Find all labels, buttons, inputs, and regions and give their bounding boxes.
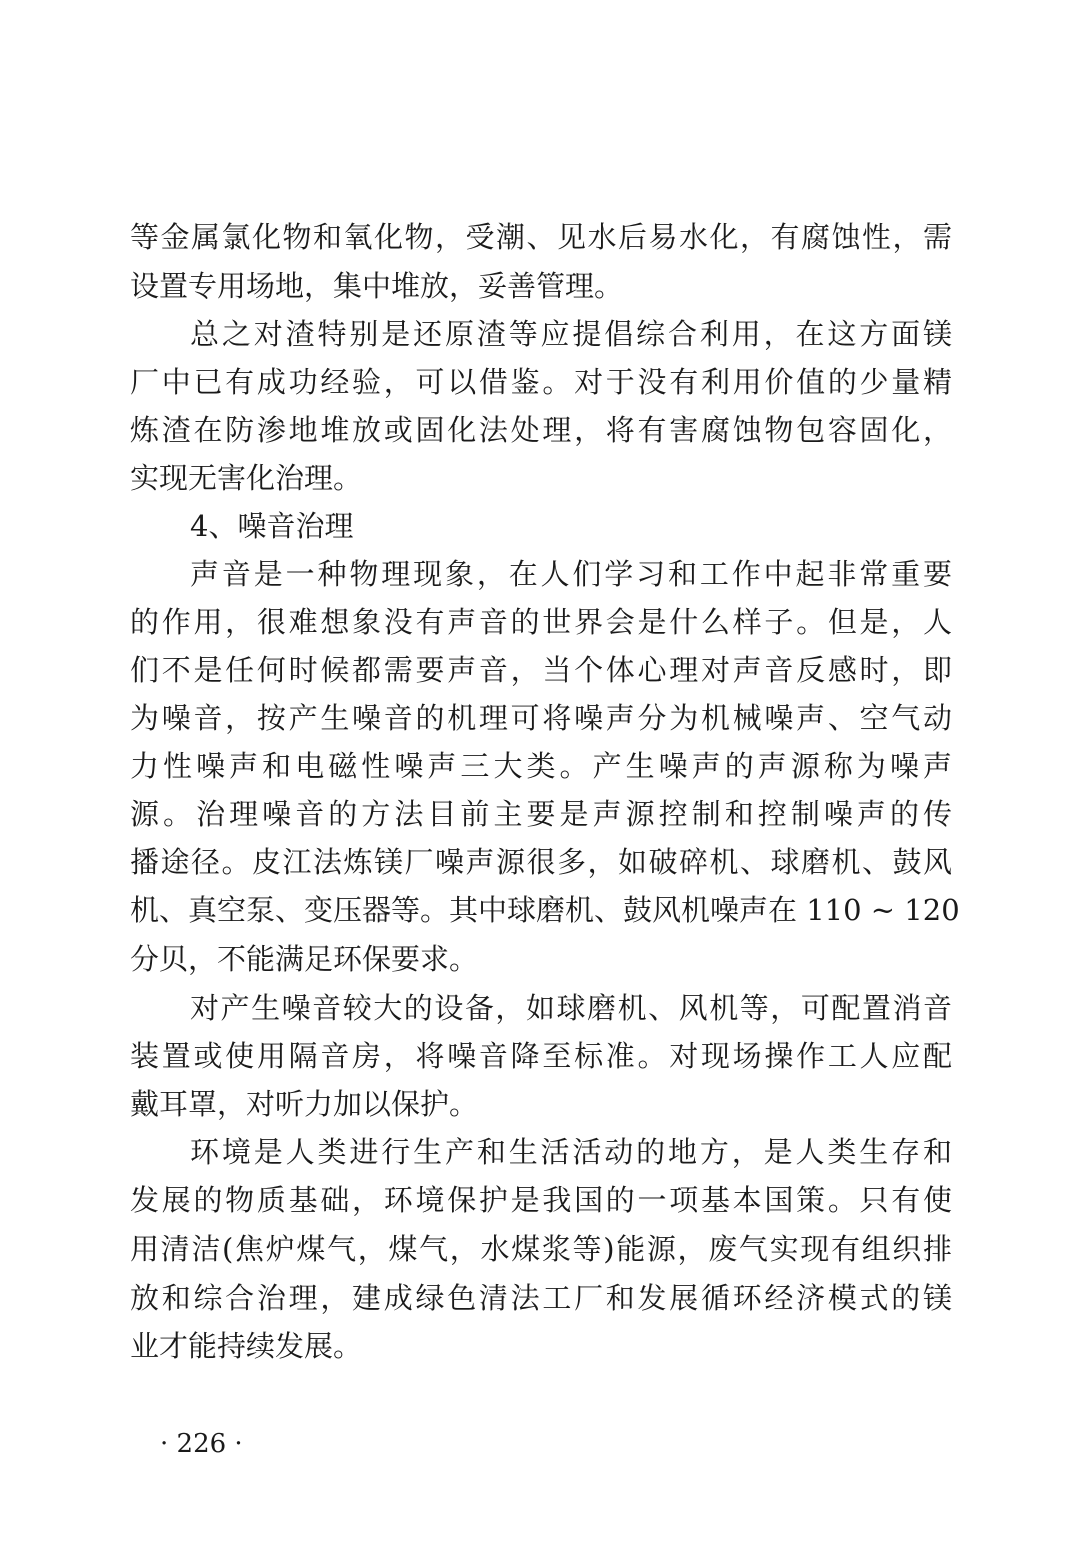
- text-line: 分贝，不能满足环保要求。: [130, 942, 479, 976]
- text-line: 炼渣在防渗地堆放或固化法处理，将有害腐蚀物包容固化，: [130, 413, 952, 447]
- text-line: 环境是人类进行生产和生活活动的地方，是人类生存和: [190, 1135, 952, 1169]
- text-line: 等金属氯化物和氧化物，受潮、见水后易水化，有腐蚀性，需: [130, 220, 952, 254]
- text-line: 设置专用场地，集中堆放，妥善管理。: [130, 269, 624, 303]
- text-line: 业才能持续发展。: [130, 1329, 363, 1363]
- text-line: 用清洁(焦炉煤气，煤气，水煤浆等)能源，废气实现有组织排: [130, 1232, 952, 1266]
- section-heading: 4、噪音治理: [190, 509, 354, 543]
- page-number: · 226 ·: [160, 1429, 243, 1459]
- text-line: 发展的物质基础，环境保护是我国的一项基本国策。只有使: [130, 1183, 952, 1217]
- text-line: 为噪音，按产生噪音的机理可将噪声分为机械噪声、空气动: [130, 701, 952, 735]
- text-line: 放和综合治理，建成绿色清法工厂和发展循环经济模式的镁: [130, 1281, 952, 1315]
- text-line: 厂中已有成功经验，可以借鉴。对于没有利用价值的少量精: [130, 365, 952, 399]
- text-line: 装置或使用隔音房，将噪音降至标准。对现场操作工人应配: [130, 1039, 952, 1073]
- text-line: 的作用，很难想象没有声音的世界会是什么样子。但是，人: [130, 605, 952, 639]
- text-line: 播途径。皮江法炼镁厂噪声源很多，如破碎机、球磨机、鼓风: [130, 845, 952, 879]
- text-line: 机、真空泵、变压器等。其中球磨机、鼓风机噪声在 110 ~ 120: [130, 893, 960, 927]
- text-line: 对产生噪音较大的设备，如球磨机、风机等，可配置消音: [190, 991, 952, 1025]
- text-line: 实现无害化治理。: [130, 461, 363, 495]
- text-line: 们不是任何时候都需要声音，当个体心理对声音反感时，即: [130, 653, 952, 687]
- text-line: 源。治理噪音的方法目前主要是声源控制和控制噪声的传: [130, 797, 952, 831]
- text-line: 力性噪声和电磁性噪声三大类。产生噪声的声源称为噪声: [130, 749, 952, 783]
- text-line: 声音是一种物理现象，在人们学习和工作中起非常重要: [190, 557, 952, 591]
- text-line: 总之对渣特别是还原渣等应提倡综合利用，在这方面镁: [190, 317, 952, 351]
- text-line: 戴耳罩，对听力加以保护。: [130, 1087, 479, 1121]
